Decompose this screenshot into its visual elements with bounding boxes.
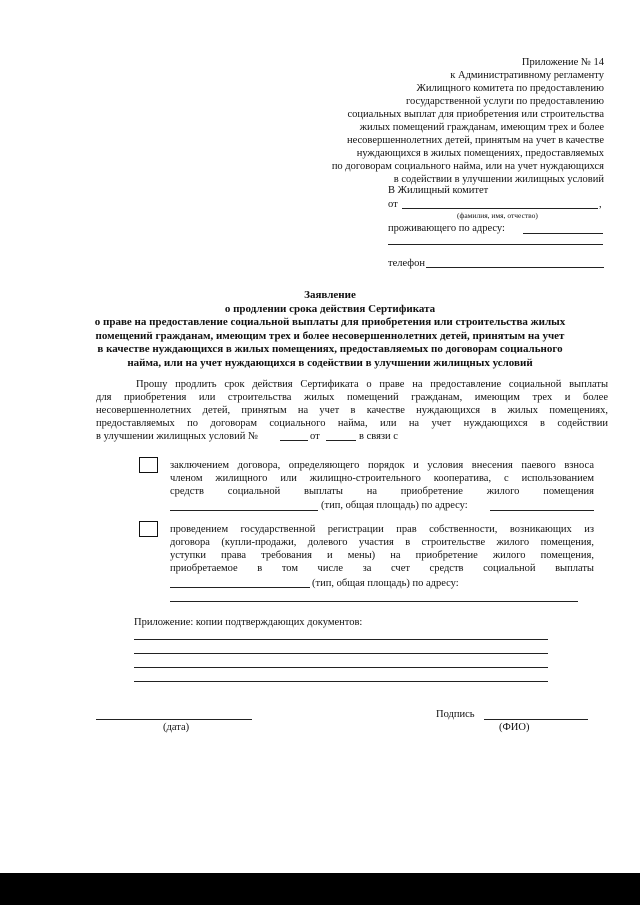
header-line: по договорам социального найма, или на учет нуждающихся <box>331 161 604 172</box>
addressee-from-label: от <box>388 199 398 210</box>
phone-field[interactable] <box>426 267 604 268</box>
certificate-date-field[interactable] <box>326 440 356 441</box>
title-line: найма, или на учет нуждающихся в содействии в улучшении жилищных условий <box>127 356 533 369</box>
phone-label: телефон <box>388 258 425 269</box>
residing-label: проживающего по адресу: <box>388 223 505 234</box>
body-line: Прошу продлить срок действия Сертификата о праве на предоставление социальной выплаты <box>136 379 608 390</box>
title-line: в качестве нуждающихся в жилых помещениях, предоставляемых по договорам социального <box>97 343 563 356</box>
document-title <box>80 289 580 371</box>
option2-line: приобретаемое в том числе за счет средств социальной выплаты <box>170 563 594 574</box>
option2-line: уступки права требования и мены) на приобретение жилого помещения, <box>170 550 594 561</box>
header-line: к Административному регламенту <box>450 70 604 81</box>
header-line: в содействии в улучшении жилищных условий <box>393 174 604 185</box>
option1-address-field[interactable] <box>490 510 594 511</box>
option1-line: членом жилищного или жилищно-строительного кооператива, с использованием <box>170 473 594 484</box>
signature-field[interactable] <box>484 719 588 720</box>
option2-type-field[interactable] <box>170 587 310 588</box>
title-line: о продлении срока действия Сертификата <box>224 302 436 315</box>
attachment-line-3[interactable] <box>134 667 548 668</box>
option1-type-field[interactable] <box>170 510 318 511</box>
attachments-label: Приложение: копии подтверждающих документов: <box>134 617 363 628</box>
attachment-line-4[interactable] <box>134 681 548 682</box>
body-paragraph <box>96 378 608 430</box>
date-field[interactable] <box>96 719 252 720</box>
sign-label: Подпись <box>436 709 475 720</box>
option1-text <box>170 459 594 498</box>
body-line: предоставляемых по договорам социального найма, или на учет нуждающихся в содействии <box>96 418 608 429</box>
attachment-line-2[interactable] <box>134 653 548 654</box>
option1-checkbox[interactable] <box>139 457 158 473</box>
from-name-field[interactable] <box>402 208 598 209</box>
from-hint: (фамилия, имя, отчество) <box>457 211 538 220</box>
option1-line: заключением договора, определяющего порядок и условия внесения паевого взноса <box>170 460 594 471</box>
option2-text <box>170 523 594 575</box>
option1-line: средств социальной выплаты на приобретение жилого помещения <box>170 486 594 497</box>
body-line: несовершеннолетних детей, принятым на учет в качестве нуждающихся в жилых помещениях, <box>96 405 608 416</box>
attachment-line-1[interactable] <box>134 639 548 640</box>
option2-line: договора (купли-продажи, долевого участия в строительстве жилого помещения, <box>170 537 594 548</box>
scan-footer-bar <box>0 873 640 905</box>
option2-line: проведением государственной регистрации прав собственности, возникающих из <box>170 524 594 535</box>
title-line: о праве на предоставление социальной выплаты для приобретения или строительства жилых <box>94 316 566 329</box>
body-line: для приобретения или строительства жилых помещений гражданам, имеющим трех и более <box>96 392 608 403</box>
certificate-number-field[interactable] <box>280 440 308 441</box>
header-line: государственной услуги по предоставлению <box>406 96 604 107</box>
header-line: жилых помещений гражданам, имеющим трех и более <box>359 122 604 133</box>
header-line: Приложение № 14 <box>521 57 604 68</box>
option1-tail: (тип, общая площадь) по адресу: <box>321 500 468 511</box>
header-line: Жилищного комитета по предоставлению <box>416 83 604 94</box>
date-label: (дата) <box>163 722 190 733</box>
name-label: (ФИО) <box>499 722 530 733</box>
header-line: социальных выплат для приобретения или строительства <box>347 109 604 120</box>
header-line: несовершеннолетних детей, принятым на учет в качестве <box>346 135 604 146</box>
address-field-2[interactable] <box>388 244 603 245</box>
body-last-b: от <box>310 431 320 442</box>
header-block <box>274 56 604 186</box>
title-line: помещений гражданам, имеющим трех и более несовершеннолетних детей, принятым на учет <box>95 329 565 342</box>
comma-mark: , <box>599 199 602 210</box>
option2-address-field[interactable] <box>170 601 578 602</box>
header-line: нуждающихся в жилых помещениях, предоставляемых <box>356 148 604 159</box>
body-last-c: в связи с <box>359 431 398 442</box>
addressee-to: В Жилищный комитет <box>388 185 489 196</box>
option2-tail: (тип, общая площадь) по адресу: <box>312 578 459 589</box>
body-last-a: в улучшении жилищных условий № <box>96 431 258 442</box>
address-field-1[interactable] <box>523 233 603 234</box>
option2-checkbox[interactable] <box>139 521 158 537</box>
title-heading: Заявление <box>304 289 356 301</box>
